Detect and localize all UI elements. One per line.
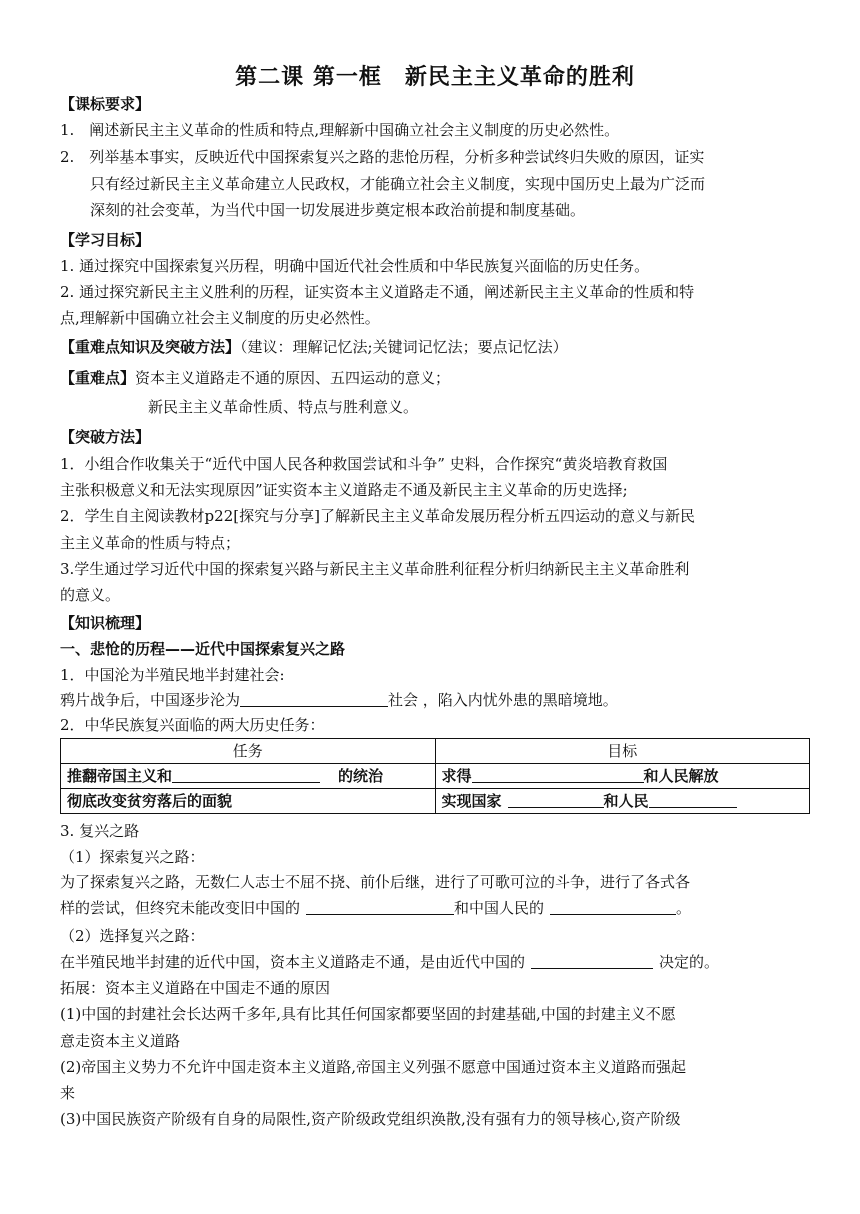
table-header-task: 任务 <box>61 739 436 764</box>
point-2-title: 2．中华民族复兴面临的两大历史任务： <box>60 716 325 734</box>
keypoints-suggestion: （建议：理解记忆法;关键词记忆法；要点记忆法） <box>240 338 568 356</box>
goals-heading: 【学习目标】 <box>60 231 151 249</box>
blank-goal-2a[interactable] <box>508 791 604 808</box>
methods-2-line-2: 主主义革命的性质与特点； <box>60 534 241 552</box>
methods-1-line-1: 1．小组合作收集关于“近代中国人民各种救国尝试和斗争” 史料，合作探究“黄炎培教育救国 <box>60 455 668 473</box>
point-1-sentence <box>60 689 810 711</box>
methods-3-line-2: 的意义。 <box>60 586 121 604</box>
reason-2-line-2: 来 <box>60 1084 76 1102</box>
curriculum-item-2-line-2: 只有经过新民主主义革命建立人民政权，才能确立社会主义制度，实现中国历史上最为广泛而 <box>90 175 706 193</box>
revival-s2-text-b: 决定的。 <box>659 953 720 971</box>
curriculum-item-1: 1. 阐述新民主主义革命的性质和特点,理解新中国确立社会主义制度的历史必然性。 <box>60 121 620 139</box>
goals-item-2-line-2: 点,理解新中国确立社会主义制度的历史必然性。 <box>60 309 380 327</box>
blank-old-china[interactable] <box>306 898 454 915</box>
revival-s1-text-c: 。 <box>676 899 692 917</box>
extension-title: 拓展：资本主义道路在中国走不通的原因 <box>60 979 331 997</box>
tasks-table <box>60 738 810 814</box>
point-1-title: 1．中国沦为半殖民地半封建社会: <box>60 666 285 684</box>
revival-s1-text-b: 和中国人民的 <box>454 899 545 917</box>
goal-1-text-b: 和人民解放 <box>643 767 719 785</box>
revival-sub-2: （2）选择复兴之路： <box>60 927 205 945</box>
methods-3-line-1: 3.学生通过学习近代中国的探索复兴路与新民主主义革命胜利征程分析归纳新民主主义革命胜利 <box>60 560 690 578</box>
goals-item-1: 1. 通过探究中国探索复兴历程，明确中国近代社会性质和中华民族复兴面临的历史任务。 <box>60 257 650 275</box>
methods-2-line-1: 2．学生自主阅读教材p22[探究与分享]了解新民主主义革命发展历程分析五四运动的意义与新民 <box>60 507 695 525</box>
curriculum-heading: 【课标要求】 <box>60 95 151 113</box>
table-cell-goal-2 <box>435 789 810 814</box>
keypoints-line-1: 资本主义道路走不通的原因、五四运动的意义； <box>135 369 451 387</box>
revival-s2-text-a: 在半殖民地半封建的近代中国，资本主义道路走不通，是由近代中国的 <box>60 953 526 971</box>
reason-2-line-1: (2)帝国主义势力不允许中国走资本主义道路,帝国主义列强不愿意中国通过资本主义道路而强起 <box>60 1058 687 1076</box>
goal-2-text-b: 和人民 <box>603 792 649 810</box>
keypoints-heading: 【重难点知识及突破方法】 <box>60 338 241 356</box>
revival-s1-line-2 <box>60 897 810 919</box>
knowledge-heading: 【知识梳理】 <box>60 614 151 632</box>
point-1-text-b: 社会 ，陷入内忧外患的黑暗境地。 <box>388 691 618 709</box>
blank-national-conditions[interactable] <box>531 952 653 969</box>
keypoints-row <box>60 336 810 358</box>
table-header-goal: 目标 <box>435 739 810 764</box>
blank-goal-1[interactable] <box>472 766 644 783</box>
curriculum-item-2-line-3: 深刻的社会变革，为当代中国一切发展进步奠定根本政治前提和制度基础。 <box>90 201 586 219</box>
table-header-row <box>61 739 810 764</box>
reason-1-line-1: (1)中国的封建社会长达两千多年,具有比其任何国家都要坚固的封建基础,中国的封建主义不愿 <box>60 1005 676 1023</box>
table-cell-goal-1 <box>435 764 810 789</box>
keypoints-line-2: 新民主主义革命性质、特点与胜利意义。 <box>148 398 419 416</box>
task-1-text-a: 推翻帝国主义和 <box>67 767 173 785</box>
table-row <box>61 789 810 814</box>
goals-item-2-line-1: 2. 通过探究新民主主义胜利的历程，证实资本主义道路走不通，阐述新民主主义革命的性质和特 <box>60 283 695 301</box>
revival-s1-text-a: 样的尝试，但终究未能改变旧中国的 <box>60 899 301 917</box>
revival-title: 3. 复兴之路 <box>60 822 140 840</box>
revival-s2-line-1 <box>60 951 810 973</box>
methods-1-line-2: 主张积极意义和无法实现原因”证实资本主义道路走不通及新民主主义革命的历史选择; <box>60 481 628 499</box>
blank-task-1[interactable] <box>172 766 320 783</box>
revival-sub-1: （1）探索复兴之路： <box>60 848 205 866</box>
methods-heading: 【突破方法】 <box>60 428 151 446</box>
point-1-text-a: 鸦片战争后，中国逐步沦为 <box>60 691 241 709</box>
curriculum-item-2-line-1: 2. 列举基本事实，反映近代中国探索复兴之路的悲怆历程，分析多种尝试终归失败的原因，证实 <box>60 148 705 166</box>
section-1-heading: 一、悲怆的历程——近代中国探索复兴之路 <box>60 640 346 658</box>
blank-people-fate[interactable] <box>550 898 676 915</box>
blank-goal-2b[interactable] <box>649 791 737 808</box>
table-row <box>61 764 810 789</box>
blank-society-nature[interactable] <box>240 690 388 707</box>
keypoints-line-1-row <box>60 367 810 389</box>
page-title: 第二课 第一框 新民主主义革命的胜利 <box>235 65 635 90</box>
goal-1-text-a: 求得 <box>441 767 472 785</box>
reason-1-line-2: 意走资本主义道路 <box>60 1032 181 1050</box>
revival-s1-line-1: 为了探索复兴之路，无数仁人志士不屈不挠、前仆后继，进行了可歌可泣的斗争，进行了各式各 <box>60 873 691 891</box>
table-cell-task-2: 彻底改变贫穷落后的面貌 <box>61 789 436 814</box>
keypoints-label: 【重难点】 <box>60 369 136 387</box>
reason-3-line-1: (3)中国民族资产阶级有自身的局限性,资产阶级政党组织涣散,没有强有力的领导核心,资产阶级 <box>60 1110 681 1128</box>
goal-2-text-a: 实现国家 <box>441 792 502 810</box>
table-cell-task-1 <box>61 764 436 789</box>
task-1-text-b: 的统治 <box>338 767 384 785</box>
